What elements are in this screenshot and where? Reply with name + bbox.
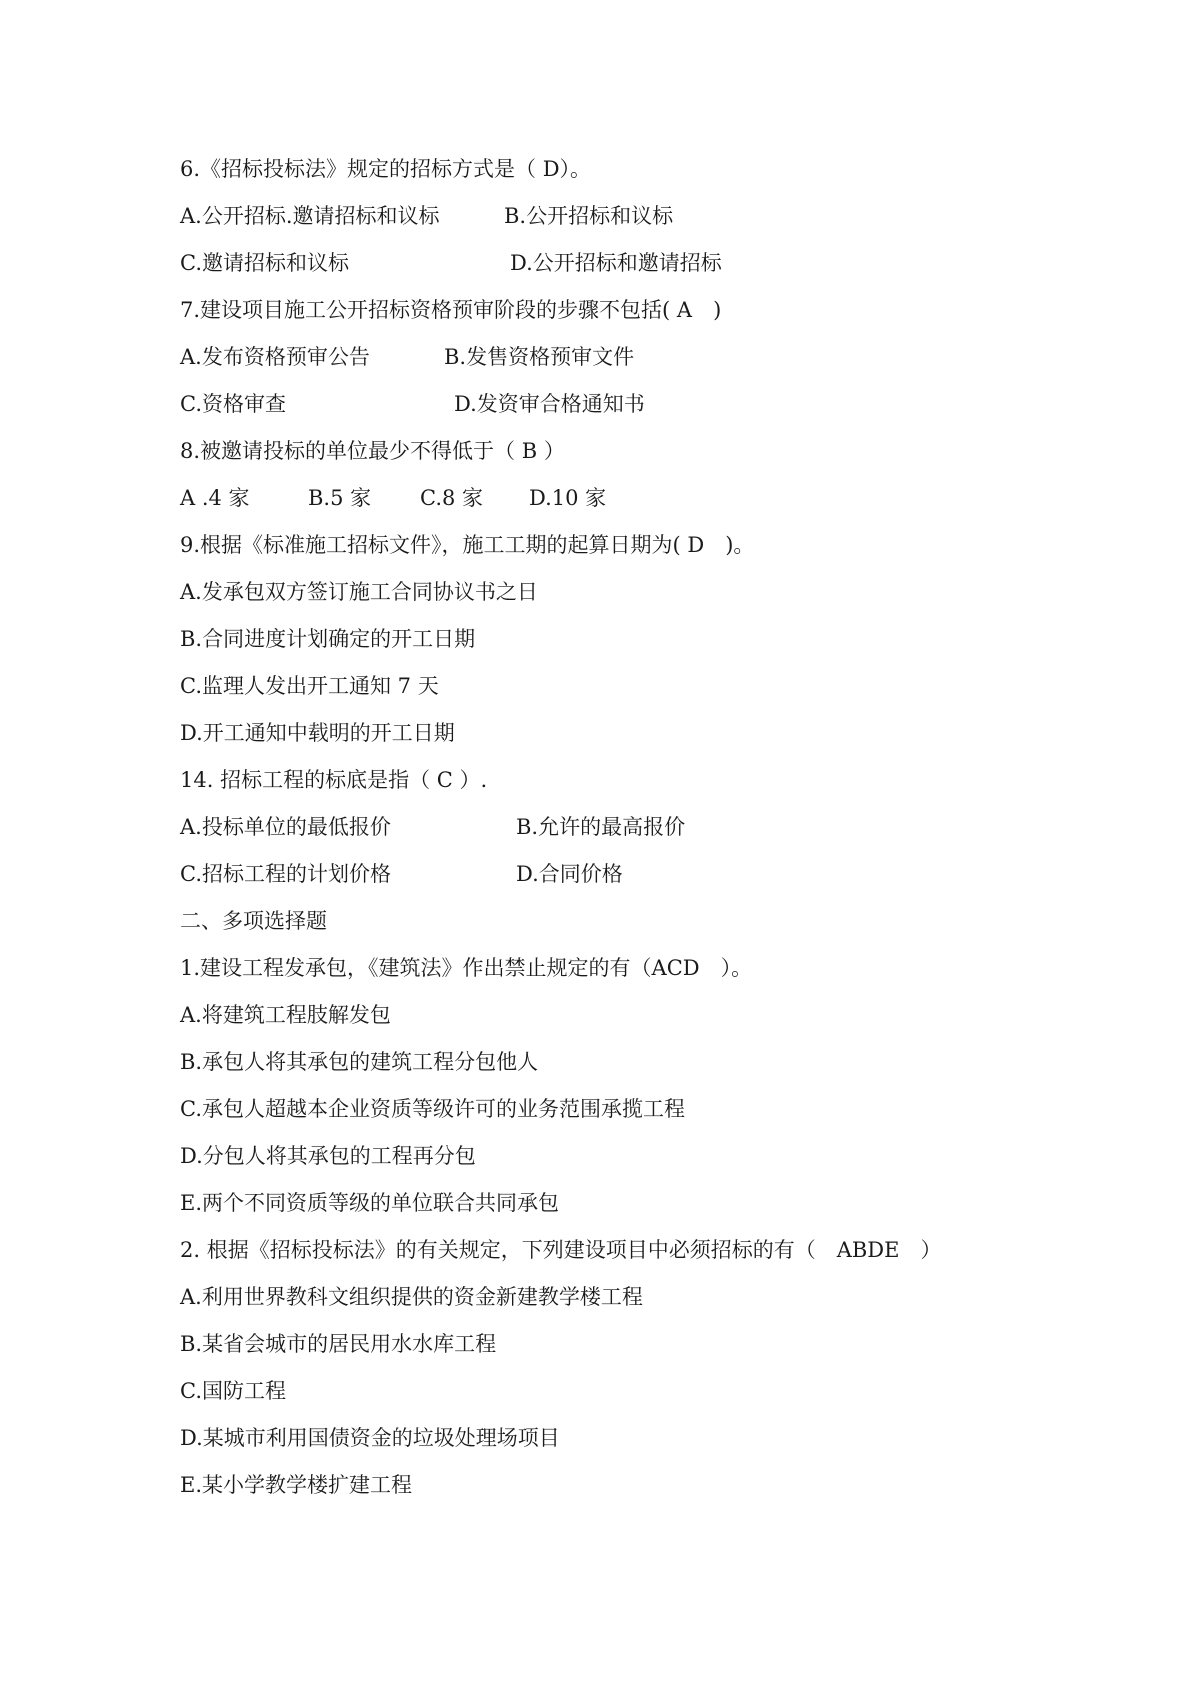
multi-question-2-option-b: B.某省会城市的居民用水水库工程 (180, 1332, 497, 1356)
question-8-option-b: B.5 家 (308, 486, 372, 510)
multi-question-2-option-c: C.国防工程 (180, 1379, 286, 1403)
question-14-options-row-2 (180, 860, 623, 888)
question-7-option-a: A.发布资格预审公告 (180, 345, 370, 369)
question-14-option-c: C.招标工程的计划价格 (180, 862, 391, 886)
question-7-option-d: D.发资审合格通知书 (454, 392, 645, 416)
question-6-option-c: C.邀请招标和议标 (180, 251, 349, 275)
multi-question-2-option-d: D.某城市利用国债资金的垃圾处理场项目 (180, 1426, 560, 1450)
question-6-options-row-1 (180, 202, 674, 230)
question-9-option-a: A.发承包双方签订施工合同协议书之日 (180, 580, 538, 604)
question-9-option-c: C.监理人发出开工通知 7 天 (180, 674, 439, 698)
multi-question-1-option-b: B.承包人将其承包的建筑工程分包他人 (180, 1050, 539, 1074)
question-8-stem: 8.被邀请投标的单位最少不得低于（ B ） (180, 439, 565, 463)
multi-question-1-option-e: E.两个不同资质等级的单位联合共同承包 (180, 1191, 560, 1215)
question-6-stem: 6.《招标投标法》规定的招标方式是（ D）。 (180, 157, 592, 181)
multi-question-1-stem: 1.建设工程发承包，《建筑法》作出禁止规定的有（ACD ）。 (180, 956, 753, 980)
question-7-stem: 7.建设项目施工公开招标资格预审阶段的步骤不包括( A ) (180, 298, 722, 322)
multi-question-1-option-a: A.将建筑工程肢解发包 (180, 1003, 391, 1027)
question-14-option-a: A.投标单位的最低报价 (180, 815, 391, 839)
question-6-options-row-2 (180, 249, 722, 277)
question-7-options-row-2 (180, 390, 645, 418)
multi-question-2-option-e: E.某小学教学楼扩建工程 (180, 1473, 413, 1497)
multi-question-2-option-a: A.利用世界教科文组织提供的资金新建教学楼工程 (180, 1285, 643, 1309)
question-9-option-d: D.开工通知中载明的开工日期 (180, 721, 455, 745)
question-8-option-c: C.8 家 (420, 486, 484, 510)
question-6-option-d: D.公开招标和邀请招标 (510, 251, 722, 275)
question-7-option-c: C.资格审查 (180, 392, 286, 416)
question-7-option-b: B.发售资格预审文件 (444, 345, 635, 369)
question-14-stem: 14. 招标工程的标底是指（ C ）. (180, 768, 488, 792)
section-2-heading: 二、多项选择题 (180, 909, 327, 933)
question-14-options-row-1 (180, 813, 686, 841)
multi-question-1-option-c: C.承包人超越本企业资质等级许可的业务范围承揽工程 (180, 1097, 685, 1121)
question-8-option-d: D.10 家 (529, 486, 607, 510)
question-9-option-b: B.合同进度计划确定的开工日期 (180, 627, 476, 651)
multi-question-2-stem: 2. 根据《招标投标法》的有关规定，下列建设项目中必须招标的有（ ABDE ） (180, 1238, 942, 1262)
question-6-option-a: A.公开招标.邀请招标和议标 (180, 204, 440, 228)
question-9-stem: 9.根据《标准施工招标文件》，施工工期的起算日期为( D )。 (180, 533, 755, 557)
question-7-options-row-1 (180, 343, 635, 371)
question-8-option-a: A .4 家 (180, 486, 250, 510)
question-6-option-b: B.公开招标和议标 (504, 204, 674, 228)
multi-question-1-option-d: D.分包人将其承包的工程再分包 (180, 1144, 476, 1168)
question-14-option-b: B.允许的最高报价 (516, 815, 686, 839)
question-14-option-d: D.合同价格 (516, 862, 623, 886)
